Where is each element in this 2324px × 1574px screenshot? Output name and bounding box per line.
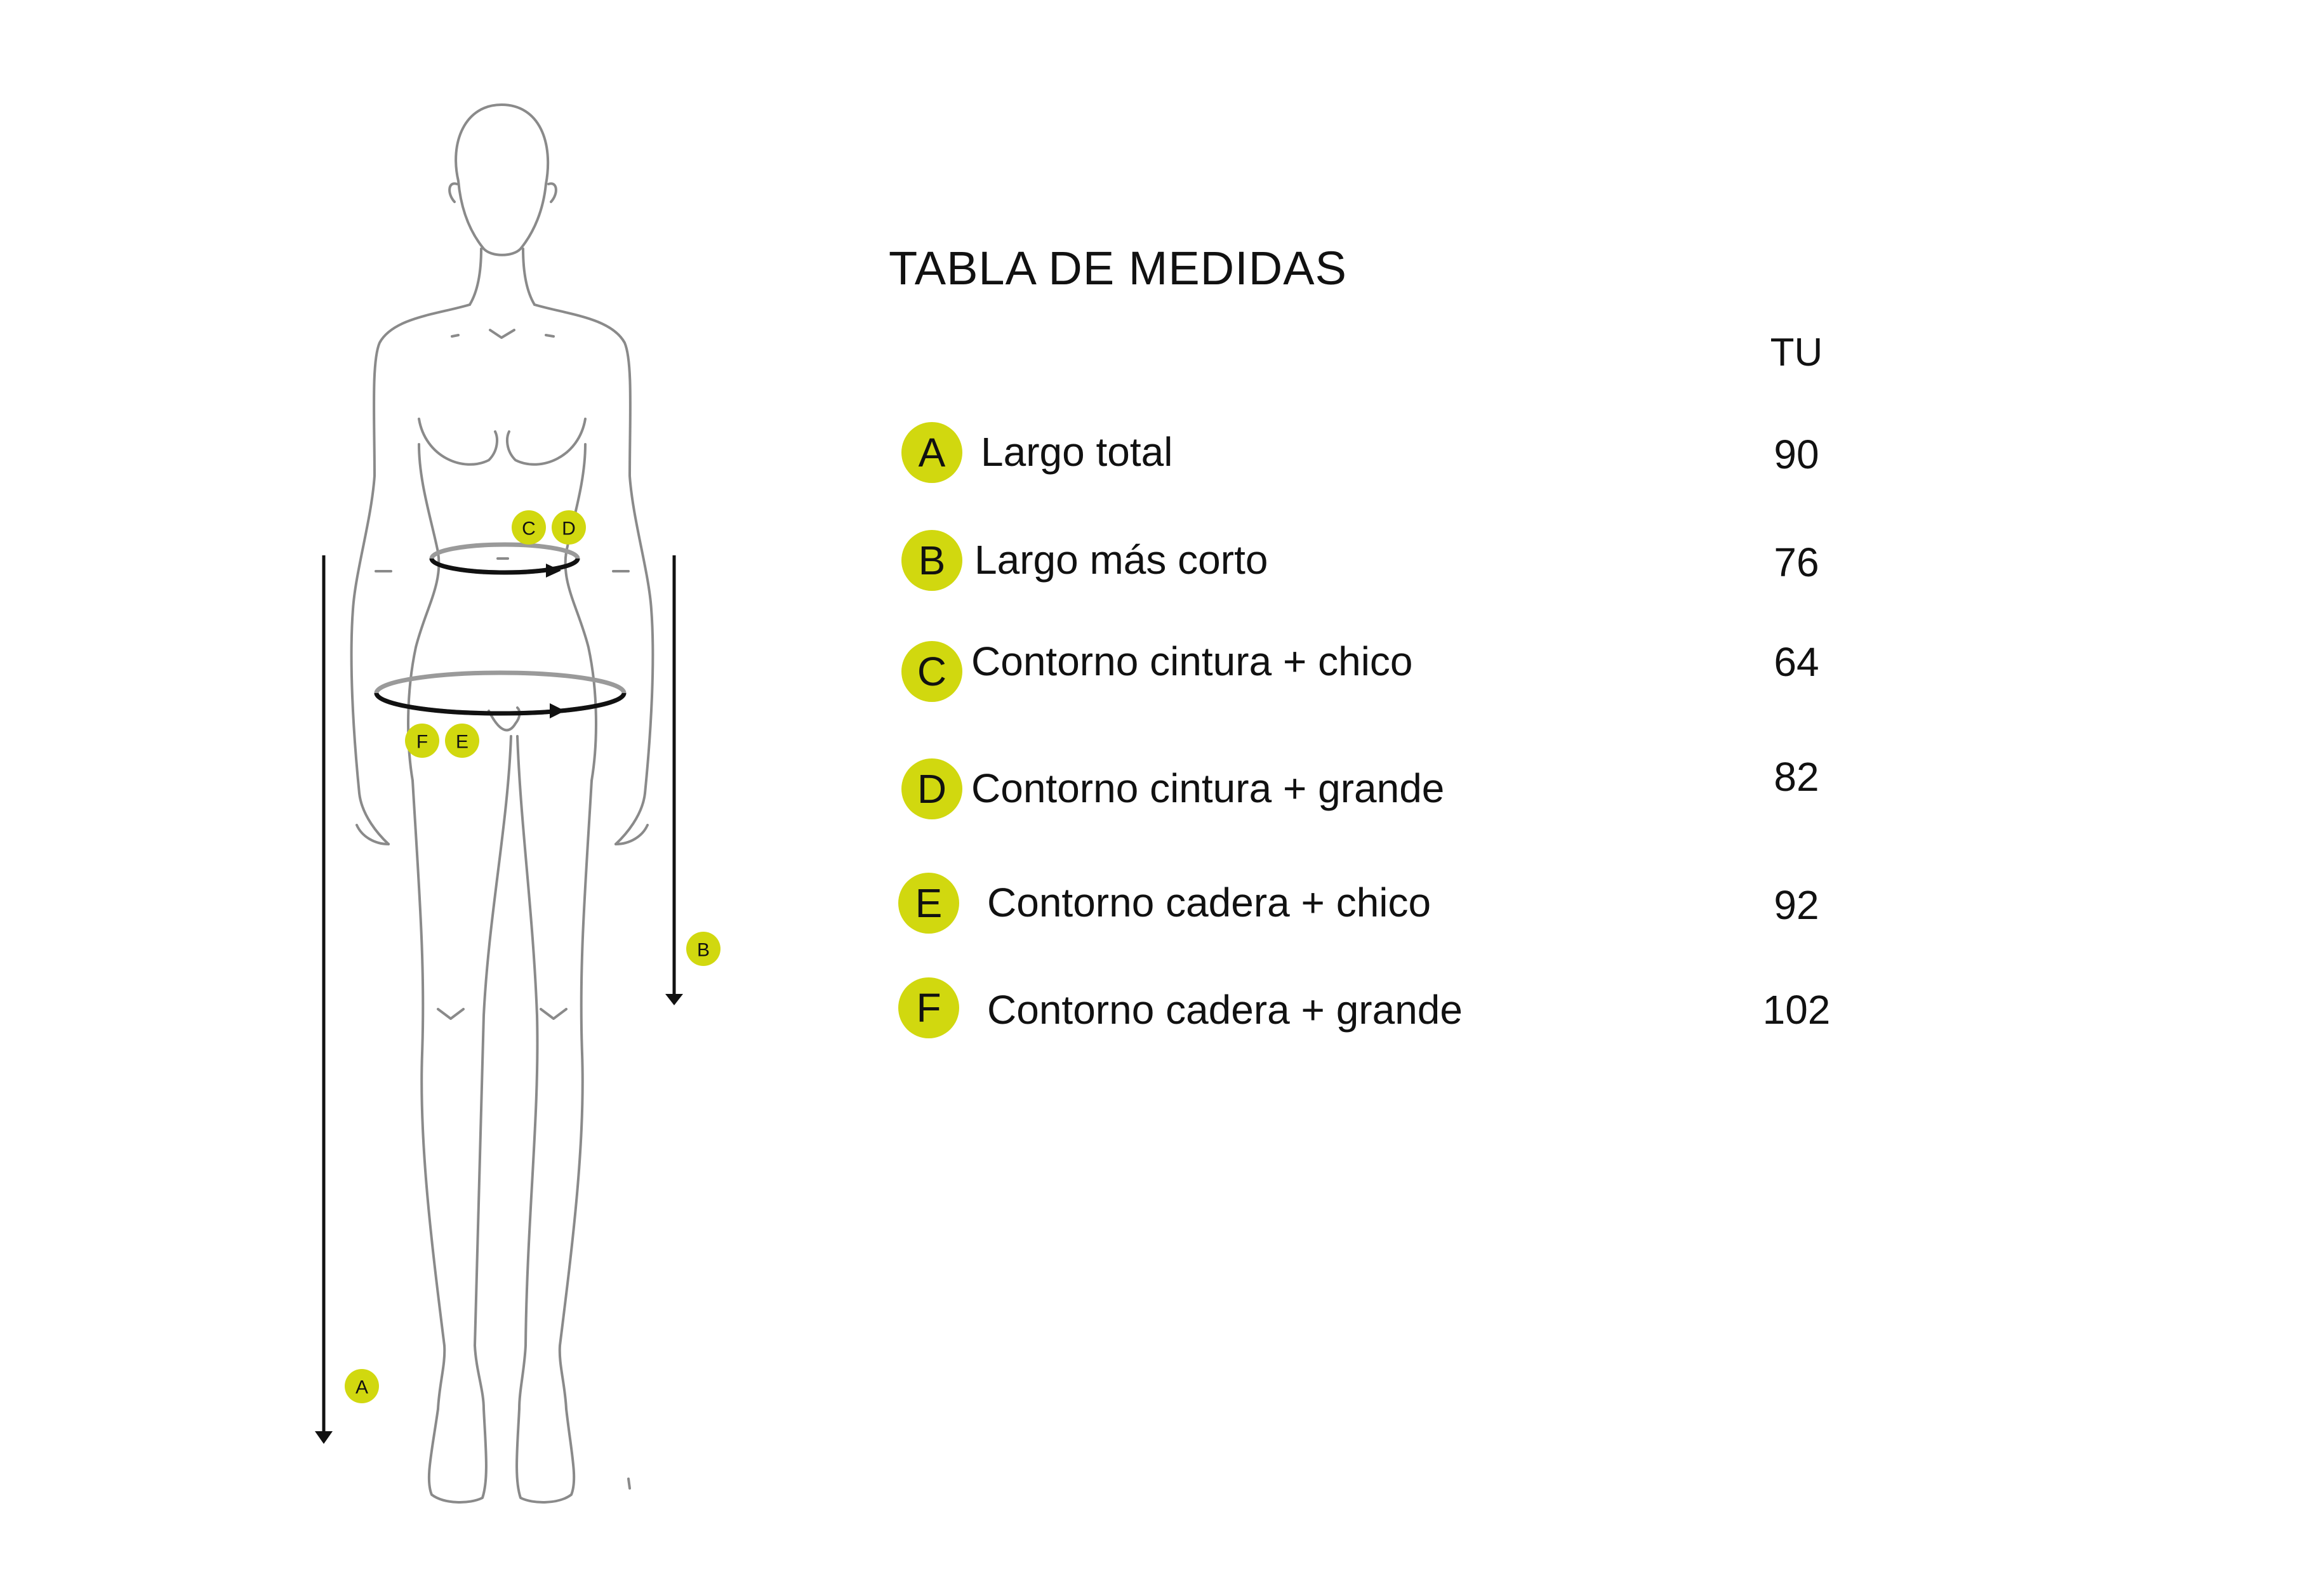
row-value-b: 76	[1774, 539, 1819, 585]
row-badge-c: C	[901, 641, 962, 702]
waist-ring	[432, 545, 578, 578]
marker-a	[345, 1369, 379, 1403]
marker-c-label: C	[522, 518, 536, 539]
row-badge-e: E	[898, 873, 959, 934]
row-label-f: Contorno cadera + grande	[987, 987, 1463, 1033]
marker-b	[686, 932, 720, 966]
arrow-a-total-length	[315, 555, 333, 1444]
hip-ring	[376, 673, 624, 718]
marker-b-label: B	[696, 939, 710, 961]
table-row-f	[889, 977, 1904, 1047]
row-value-f: 102	[1762, 987, 1831, 1033]
marker-d	[552, 510, 586, 545]
row-value-c: 64	[1774, 639, 1819, 685]
marker-f-label: F	[416, 731, 428, 753]
row-value-a: 90	[1774, 432, 1819, 477]
size-column-header: TU	[1770, 331, 1823, 374]
row-label-c: Contorno cintura + chico	[971, 638, 1413, 684]
table-row-b	[889, 530, 1904, 600]
table-title: TABLA DE MEDIDAS	[889, 242, 1347, 294]
row-label-d: Contorno cintura + grande	[971, 765, 1445, 811]
table-row-e	[889, 873, 1904, 942]
marker-e	[445, 724, 479, 758]
table-row-d	[889, 754, 1904, 828]
marker-d-label: D	[562, 518, 576, 539]
table-row-c	[889, 638, 1904, 711]
measurement-table	[889, 241, 1904, 1066]
marker-c	[512, 510, 546, 545]
row-label-a: Largo total	[981, 429, 1173, 475]
hip-arrow-head	[550, 703, 565, 718]
row-badge-b: B	[901, 530, 962, 591]
marker-e-label: E	[455, 731, 469, 753]
marker-f	[405, 724, 439, 758]
row-value-d: 82	[1774, 754, 1819, 800]
table-row-a	[889, 422, 1904, 492]
arrow-b-short-length	[665, 555, 683, 1005]
row-badge-a: A	[901, 422, 962, 483]
marker-a-label: A	[355, 1377, 369, 1398]
row-value-e: 92	[1774, 882, 1819, 928]
row-badge-d: D	[901, 758, 962, 819]
body-outline	[352, 105, 653, 1502]
row-label-e: Contorno cadera + chico	[987, 880, 1431, 925]
row-badge-f: F	[898, 977, 959, 1038]
row-label-b: Largo más corto	[974, 537, 1268, 583]
